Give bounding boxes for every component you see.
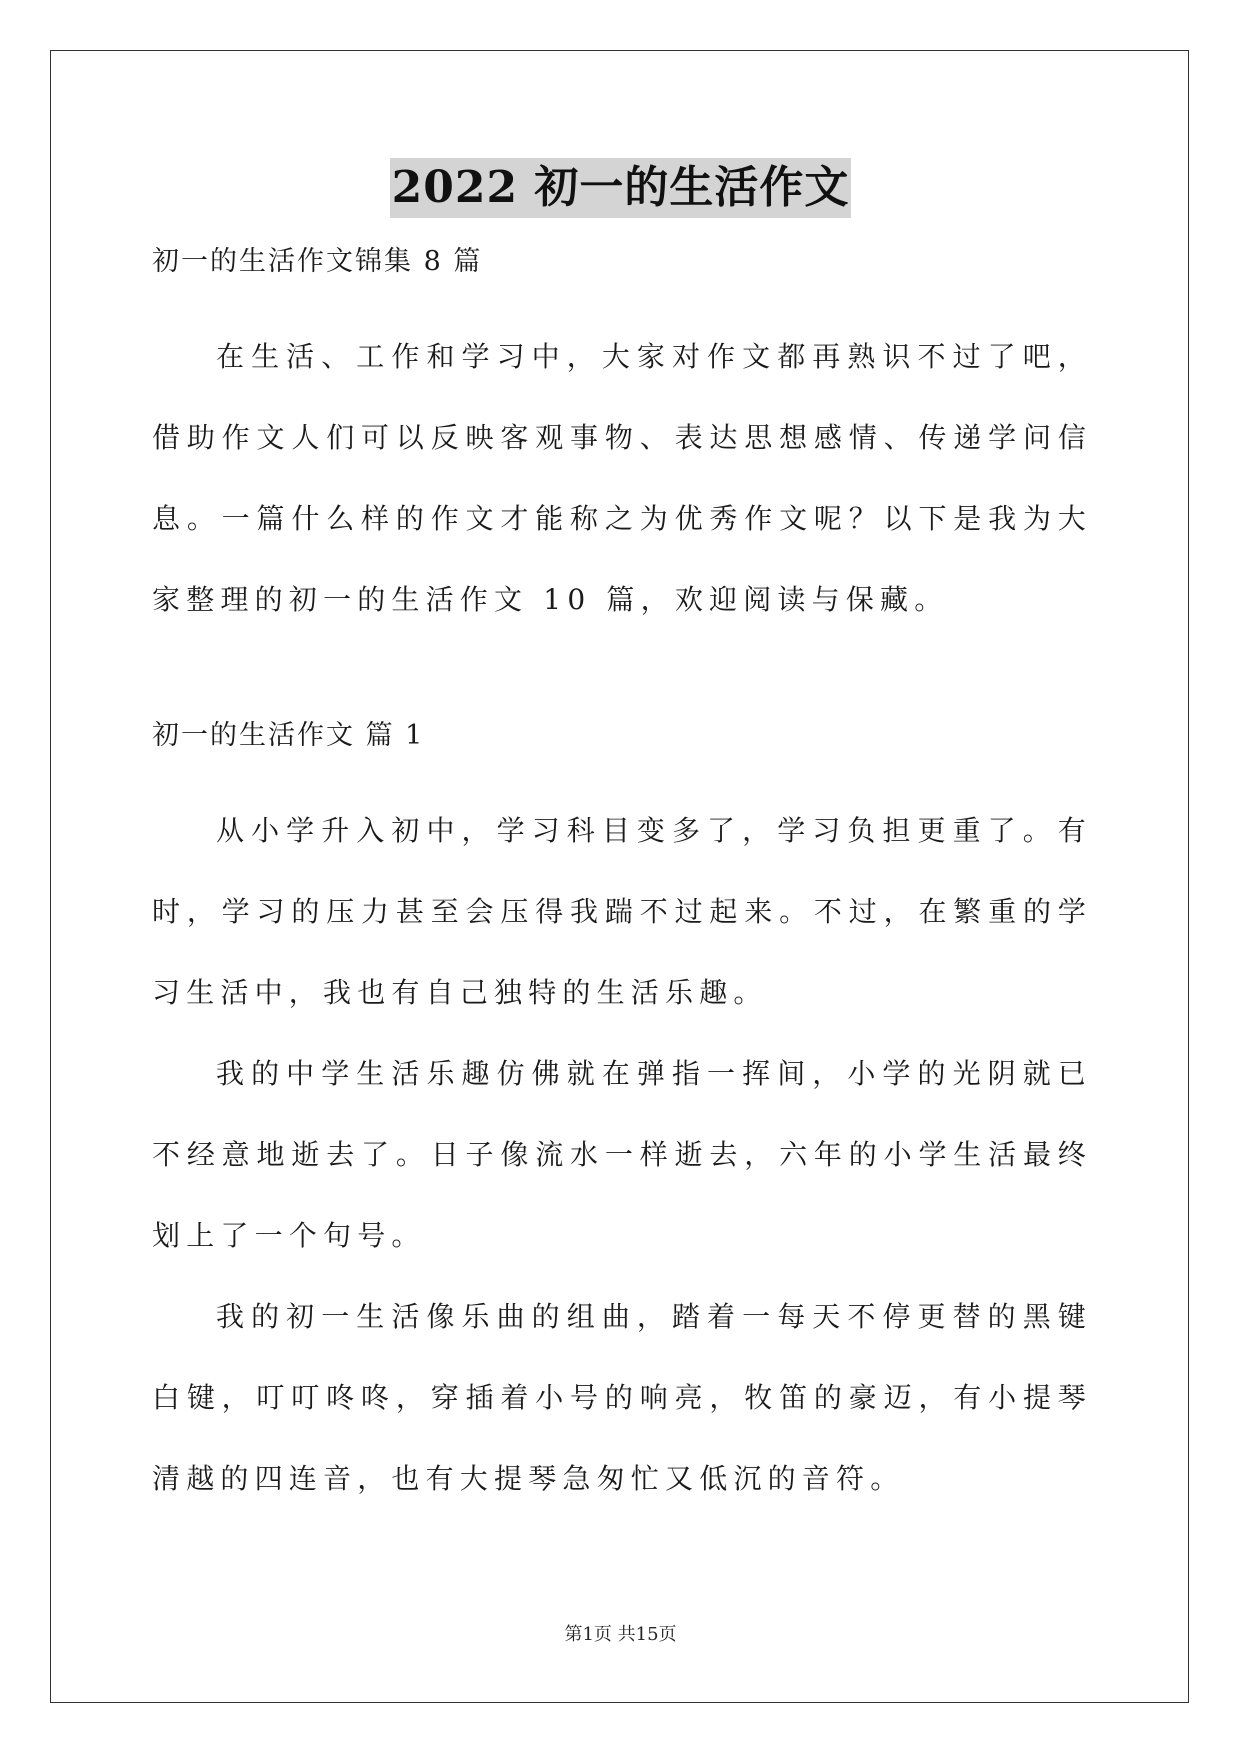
document-title: 2022 初一的生活作文 <box>390 158 852 218</box>
title-container <box>0 158 1241 218</box>
body-paragraph: 我的中学生活乐趣仿佛就在弹指一挥间，小学的光阴就已不经意地逝去了。日子像流水一样逝去，六年的小学生活最终划上了一个句号。 <box>152 1057 1092 1252</box>
section-heading: 初一的生活作文 篇 1 <box>152 720 425 751</box>
page-footer: 第1页 共15页 <box>564 1624 677 1645</box>
document-body <box>152 233 1092 1519</box>
body-paragraph: 我的初一生活像乐曲的组曲，踏着一每天不停更替的黑键白键，叮叮咚咚，穿插着小号的响亮，牧笛的豪迈，有小提琴清越的四连音，也有大提琴急匆忙又低沉的音符。 <box>152 1300 1092 1495</box>
intro-paragraph: 在生活、工作和学习中，大家对作文都再熟识不过了吧，借助作文人们可以反映客观事物、表达思想感情、传递学问信息。一篇什么样的作文才能称之为优秀作文呢？以下是我为大家整理的初一的生活作文 10 篇，欢迎阅读与保藏。 <box>152 340 1092 616</box>
document-subtitle: 初一的生活作文锦集 8 篇 <box>152 246 483 277</box>
body-paragraph: 从小学升入初中，学习科目变多了，学习负担更重了。有时，学习的压力甚至会压得我踹不过起来。不过，在繁重的学习生活中，我也有自己独特的生活乐趣。 <box>152 814 1092 1009</box>
